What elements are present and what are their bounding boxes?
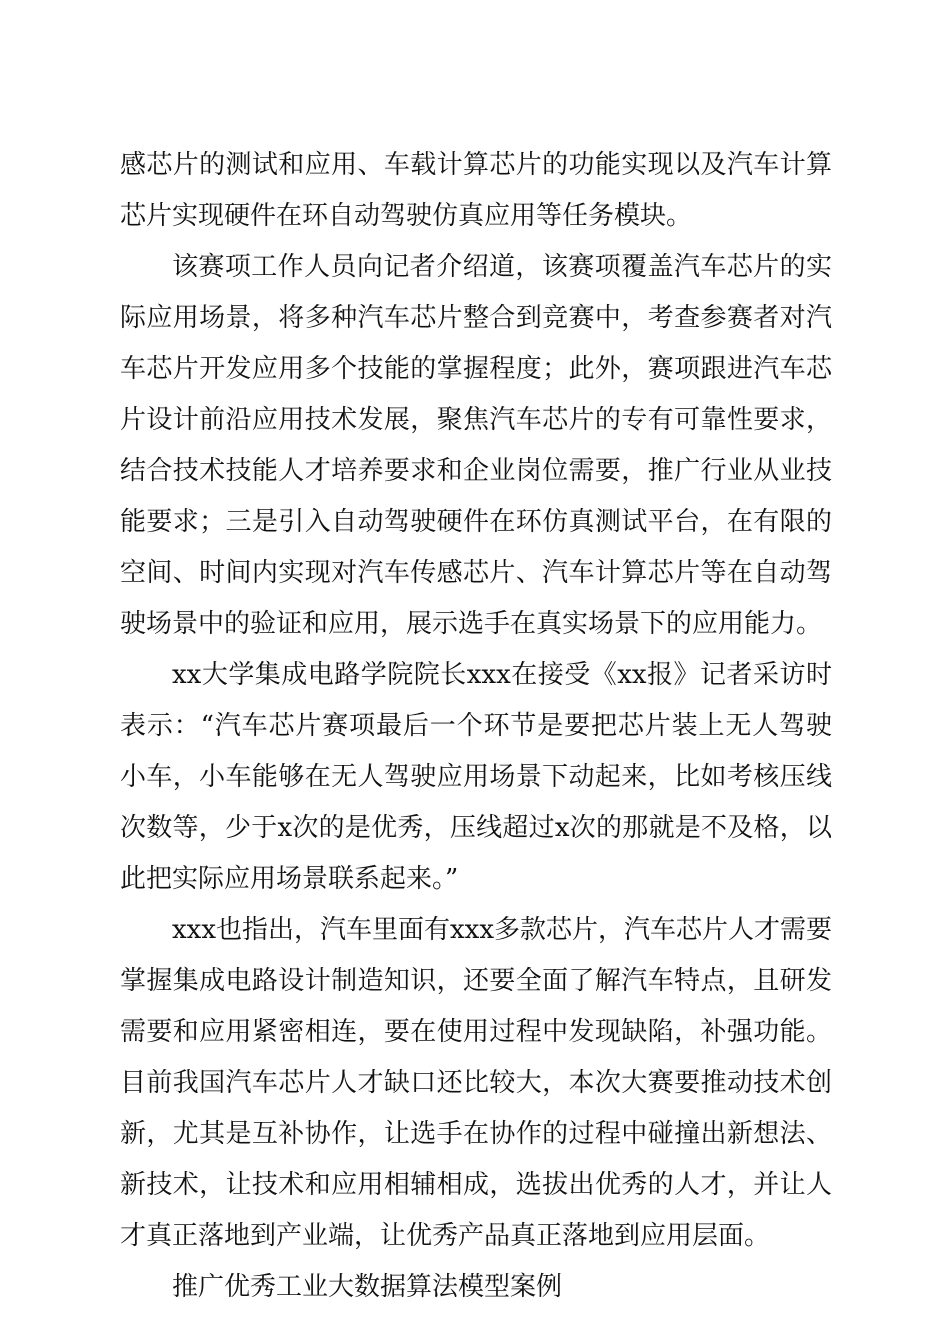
paragraph-continued: 感芯片的测试和应用、车载计算芯片的功能实现以及汽车计算芯片实现硬件在环自动驾驶仿真应用等任务模块。 xyxy=(120,150,832,231)
paragraph-dean-quote: xx大学集成电路学院院长xxx在接受《xx报》记者采访时表示：“汽车芯片赛项最后一个环节是要把芯片装上无人驾驶小车，小车能够在无人驾驶应用场景下动起来，比如考核压线次数等，少于x次的是优秀，压线超过x次的那就是不及格，以此把实际应用场景联系起来。” xyxy=(120,660,832,894)
body-text xyxy=(120,140,832,1313)
paragraph-staff-intro: 该赛项工作人员向记者介绍道，该赛项覆盖汽车芯片的实际应用场景，将多种汽车芯片整合到竞赛中，考查参赛者对汽车芯片开发应用多个技能的掌握程度；此外，赛项跟进汽车芯片设计前沿应用技术发展，聚焦汽车芯片的专有可靠性要求，结合技术技能人才培养要求和企业岗位需要，推广行业从业技能要求；三是引入自动驾驶硬件在环仿真测试平台，在有限的空间、时间内实现对汽车传感芯片、汽车计算芯片等在自动驾驶场景中的验证和应用，展示选手在真实场景下的应用能力。 xyxy=(120,252,832,639)
paragraph-talent-gap: xxx也指出，汽车里面有xxx多款芯片，汽车芯片人才需要掌握集成电路设计制造知识，还要全面了解汽车特点，且研发需要和应用紧密相连，要在使用过程中发现缺陷，补强功能。目前我国汽车芯片人才缺口还比较大，本次大赛要推动技术创新，尤其是互补协作，让选手在协作的过程中碰撞出新想法、新技术，让技术和应用相辅相成，选拔出优秀的人才，并让人才真正落地到产业端，让优秀产品真正落地到应用层面。 xyxy=(120,915,832,1251)
section-heading: 推广优秀工业大数据算法模型案例 xyxy=(172,1272,563,1302)
